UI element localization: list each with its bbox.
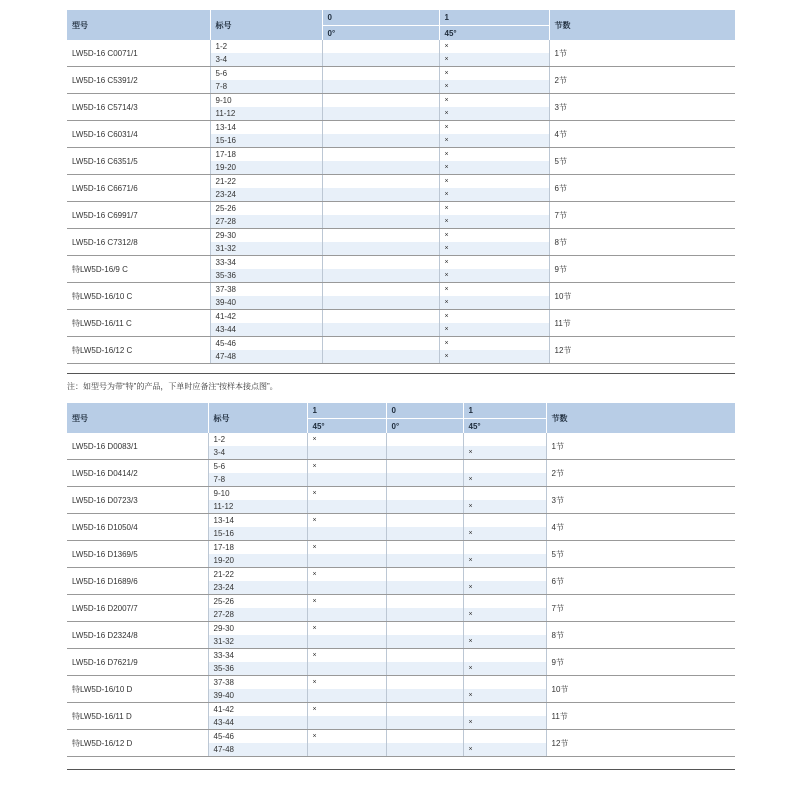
- model-cell: LW5D-16 D0723/3: [67, 487, 208, 514]
- sections-cell: 10节: [546, 676, 735, 703]
- model-cell: LW5D-16 D1369/5: [67, 541, 208, 568]
- table-row: [67, 40, 735, 53]
- contact-mark: [307, 635, 386, 649]
- terminal-cell: 3-4: [208, 446, 307, 460]
- terminal-cell: 43-44: [210, 323, 322, 337]
- terminal-cell: 25-26: [210, 202, 322, 216]
- contact-mark: ×: [439, 323, 549, 337]
- terminal-cell: 7-8: [210, 80, 322, 94]
- contact-mark: [386, 433, 463, 446]
- contact-mark: [463, 487, 546, 501]
- sections-cell: 10节: [549, 283, 735, 310]
- table-row: [67, 676, 735, 690]
- terminal-cell: 1-2: [210, 40, 322, 53]
- contact-mark: ×: [439, 229, 549, 243]
- contact-mark: ×: [307, 541, 386, 555]
- sections-cell: 3节: [549, 94, 735, 121]
- contact-mark: [386, 514, 463, 528]
- contact-mark: [463, 703, 546, 717]
- contact-mark: [463, 622, 546, 636]
- contact-mark: ×: [307, 730, 386, 744]
- terminal-cell: 25-26: [208, 595, 307, 609]
- contact-mark: ×: [463, 446, 546, 460]
- contact-mark: ×: [463, 743, 546, 757]
- terminal-cell: 9-10: [210, 94, 322, 108]
- table-row: [67, 148, 735, 162]
- terminal-cell: 27-28: [210, 215, 322, 229]
- contact-mark: [386, 554, 463, 568]
- contact-mark: [322, 323, 439, 337]
- contact-mark: [307, 446, 386, 460]
- divider: [67, 769, 735, 770]
- terminal-cell: 7-8: [208, 473, 307, 487]
- contact-mark: [307, 716, 386, 730]
- contact-mark: ×: [307, 676, 386, 690]
- contact-mark: [307, 527, 386, 541]
- table-row: [67, 175, 735, 189]
- terminal-cell: 23-24: [208, 581, 307, 595]
- contact-mark: ×: [439, 121, 549, 135]
- contact-mark: [322, 283, 439, 297]
- contact-mark: [386, 716, 463, 730]
- contact-mark: ×: [463, 608, 546, 622]
- header-sections: 节数: [549, 10, 735, 40]
- contact-mark: [322, 94, 439, 108]
- contact-mark: ×: [439, 337, 549, 351]
- model-cell: LW5D-16 D7621/9: [67, 649, 208, 676]
- contact-mark: ×: [463, 635, 546, 649]
- terminal-cell: 45-46: [208, 730, 307, 744]
- terminal-cell: 9-10: [208, 487, 307, 501]
- terminal-cell: 29-30: [208, 622, 307, 636]
- contact-mark: ×: [439, 215, 549, 229]
- contact-mark: ×: [463, 689, 546, 703]
- terminal-cell: 47-48: [208, 743, 307, 757]
- terminal-cell: 17-18: [210, 148, 322, 162]
- sections-cell: 12节: [546, 730, 735, 757]
- table-row: [67, 202, 735, 216]
- table-row: [67, 514, 735, 528]
- model-cell: LW5D-16 C6351/5: [67, 148, 210, 175]
- contact-mark: [386, 703, 463, 717]
- contact-mark: [463, 541, 546, 555]
- sections-cell: 5节: [546, 541, 735, 568]
- terminal-cell: 21-22: [210, 175, 322, 189]
- contact-mark: [322, 161, 439, 175]
- sections-cell: 4节: [549, 121, 735, 148]
- contact-mark: [386, 662, 463, 676]
- footnote: 注：如型号为带“特”的产品，下单时应备注“按样本接点图”。: [67, 382, 278, 391]
- contact-mark: [463, 595, 546, 609]
- terminal-cell: 41-42: [208, 703, 307, 717]
- model-cell: 特LW5D-16/11 C: [67, 310, 210, 337]
- contact-mark: [386, 581, 463, 595]
- contact-mark: [386, 622, 463, 636]
- contact-mark: ×: [463, 500, 546, 514]
- contact-mark: [386, 608, 463, 622]
- contact-mark: ×: [463, 473, 546, 487]
- contact-table-d: [67, 403, 735, 757]
- terminal-cell: 11-12: [210, 107, 322, 121]
- contact-mark: [386, 635, 463, 649]
- terminal-cell: 13-14: [208, 514, 307, 528]
- table-row: [67, 256, 735, 270]
- divider: [67, 373, 735, 374]
- model-cell: 特LW5D-16/10 C: [67, 283, 210, 310]
- sections-cell: 9节: [549, 256, 735, 283]
- sections-cell: 12节: [549, 337, 735, 364]
- terminal-cell: 23-24: [210, 188, 322, 202]
- contact-mark: [386, 730, 463, 744]
- table-row: [67, 703, 735, 717]
- table-row: [67, 67, 735, 81]
- terminal-cell: 45-46: [210, 337, 322, 351]
- model-cell: 特LW5D-16/11 D: [67, 703, 208, 730]
- terminal-cell: 37-38: [210, 283, 322, 297]
- contact-mark: [463, 514, 546, 528]
- sections-cell: 11节: [546, 703, 735, 730]
- contact-mark: [322, 121, 439, 135]
- table-row: [67, 649, 735, 663]
- model-cell: LW5D-16 D0083/1: [67, 433, 208, 460]
- model-cell: LW5D-16 D1050/4: [67, 514, 208, 541]
- sections-cell: 1节: [549, 40, 735, 67]
- sections-cell: 2节: [549, 67, 735, 94]
- contact-mark: ×: [307, 595, 386, 609]
- model-cell: LW5D-16 D1689/6: [67, 568, 208, 595]
- table-body: [67, 433, 735, 757]
- contact-mark: [322, 188, 439, 202]
- contact-mark: [307, 500, 386, 514]
- header-model: 型号: [67, 403, 208, 433]
- header-position: 0: [322, 10, 439, 25]
- contact-mark: ×: [307, 487, 386, 501]
- header-angle: 45°: [439, 25, 549, 40]
- contact-mark: ×: [463, 662, 546, 676]
- terminal-cell: 37-38: [208, 676, 307, 690]
- contact-mark: [463, 649, 546, 663]
- contact-mark: [322, 242, 439, 256]
- contact-mark: ×: [439, 202, 549, 216]
- contact-mark: [386, 527, 463, 541]
- contact-mark: [307, 581, 386, 595]
- contact-mark: ×: [463, 527, 546, 541]
- terminal-cell: 39-40: [208, 689, 307, 703]
- header-angle: 0°: [386, 418, 463, 433]
- contact-mark: ×: [439, 310, 549, 324]
- contact-mark: ×: [439, 80, 549, 94]
- contact-mark: [386, 487, 463, 501]
- contact-mark: ×: [307, 703, 386, 717]
- contact-mark: [463, 676, 546, 690]
- table-body: [67, 40, 735, 364]
- sections-cell: 8节: [546, 622, 735, 649]
- contact-mark: ×: [307, 622, 386, 636]
- contact-mark: ×: [439, 242, 549, 256]
- contact-mark: [386, 500, 463, 514]
- table-row: [67, 310, 735, 324]
- contact-mark: [386, 446, 463, 460]
- terminal-cell: 39-40: [210, 296, 322, 310]
- contact-mark: [322, 202, 439, 216]
- contact-mark: ×: [439, 175, 549, 189]
- contact-mark: [322, 80, 439, 94]
- model-cell: 特LW5D-16/12 C: [67, 337, 210, 364]
- terminal-cell: 31-32: [208, 635, 307, 649]
- contact-mark: [307, 743, 386, 757]
- contact-mark: [307, 689, 386, 703]
- contact-mark: [322, 269, 439, 283]
- header-angle: 0°: [322, 25, 439, 40]
- header-terminal: 标号: [208, 403, 307, 433]
- contact-mark: ×: [439, 296, 549, 310]
- table-row: [67, 730, 735, 744]
- terminal-cell: 33-34: [210, 256, 322, 270]
- contact-mark: ×: [439, 256, 549, 270]
- terminal-cell: 15-16: [208, 527, 307, 541]
- header-angle: 45°: [463, 418, 546, 433]
- contact-mark: [386, 473, 463, 487]
- contact-mark: ×: [307, 460, 386, 474]
- table-row: [67, 622, 735, 636]
- contact-mark: ×: [463, 554, 546, 568]
- contact-mark: [322, 337, 439, 351]
- model-cell: LW5D-16 C7312/8: [67, 229, 210, 256]
- contact-mark: [463, 433, 546, 446]
- header-position: 0: [386, 403, 463, 418]
- contact-mark: [322, 215, 439, 229]
- contact-mark: ×: [307, 514, 386, 528]
- header-position: 1: [307, 403, 386, 418]
- terminal-cell: 43-44: [208, 716, 307, 730]
- contact-mark: [322, 310, 439, 324]
- model-cell: LW5D-16 C6671/6: [67, 175, 210, 202]
- sections-cell: 6节: [549, 175, 735, 202]
- table-row: [67, 460, 735, 474]
- model-cell: LW5D-16 C0071/1: [67, 40, 210, 67]
- header-angle: 45°: [307, 418, 386, 433]
- terminal-cell: 21-22: [208, 568, 307, 582]
- contact-mark: [322, 134, 439, 148]
- contact-mark: [386, 595, 463, 609]
- contact-mark: [386, 743, 463, 757]
- sections-cell: 8节: [549, 229, 735, 256]
- contact-mark: [386, 541, 463, 555]
- terminal-cell: 47-48: [210, 350, 322, 364]
- contact-mark: [322, 229, 439, 243]
- contact-mark: [386, 676, 463, 690]
- contact-mark: [307, 473, 386, 487]
- sections-cell: 11节: [549, 310, 735, 337]
- contact-mark: ×: [439, 350, 549, 364]
- contact-mark: [322, 175, 439, 189]
- terminal-cell: 17-18: [208, 541, 307, 555]
- contact-mark: ×: [307, 433, 386, 446]
- table-row: [67, 433, 735, 446]
- model-cell: 特LW5D-16/9 C: [67, 256, 210, 283]
- contact-mark: [386, 460, 463, 474]
- table-row: [67, 283, 735, 297]
- model-cell: LW5D-16 C6991/7: [67, 202, 210, 229]
- table-row: [67, 541, 735, 555]
- table-row: [67, 568, 735, 582]
- table-row: [67, 487, 735, 501]
- contact-mark: ×: [439, 67, 549, 81]
- table-row: [67, 595, 735, 609]
- contact-mark: [307, 608, 386, 622]
- contact-mark: ×: [307, 649, 386, 663]
- sections-cell: 2节: [546, 460, 735, 487]
- contact-mark: [386, 568, 463, 582]
- table-row: [67, 94, 735, 108]
- contact-mark: ×: [439, 53, 549, 67]
- contact-mark: ×: [463, 581, 546, 595]
- sections-cell: 5节: [549, 148, 735, 175]
- header-model: 型号: [67, 10, 210, 40]
- sections-cell: 7节: [546, 595, 735, 622]
- table-row: [67, 121, 735, 135]
- header-position: 1: [463, 403, 546, 418]
- contact-mark: [322, 40, 439, 53]
- contact-mark: [386, 649, 463, 663]
- table-row: [67, 229, 735, 243]
- contact-mark: ×: [439, 107, 549, 121]
- contact-mark: [322, 350, 439, 364]
- terminal-cell: 31-32: [210, 242, 322, 256]
- contact-mark: ×: [439, 188, 549, 202]
- terminal-cell: 13-14: [210, 121, 322, 135]
- model-cell: LW5D-16 D2007/7: [67, 595, 208, 622]
- contact-mark: [307, 554, 386, 568]
- contact-mark: [322, 67, 439, 81]
- contact-mark: [322, 107, 439, 121]
- contact-mark: ×: [439, 161, 549, 175]
- model-cell: LW5D-16 D0414/2: [67, 460, 208, 487]
- terminal-cell: 35-36: [208, 662, 307, 676]
- contact-mark: [463, 568, 546, 582]
- terminal-cell: 41-42: [210, 310, 322, 324]
- sections-cell: 6节: [546, 568, 735, 595]
- contact-mark: ×: [439, 148, 549, 162]
- contact-mark: [322, 148, 439, 162]
- terminal-cell: 19-20: [210, 161, 322, 175]
- header-sections: 节数: [546, 403, 735, 433]
- contact-mark: ×: [439, 94, 549, 108]
- contact-mark: ×: [463, 716, 546, 730]
- sections-cell: 7节: [549, 202, 735, 229]
- sections-cell: 1节: [546, 433, 735, 460]
- header-position: 1: [439, 10, 549, 25]
- contact-mark: [307, 662, 386, 676]
- contact-mark: [322, 296, 439, 310]
- contact-mark: [322, 256, 439, 270]
- sections-cell: 3节: [546, 487, 735, 514]
- model-cell: LW5D-16 D2324/8: [67, 622, 208, 649]
- table-row: [67, 337, 735, 351]
- contact-mark: ×: [439, 40, 549, 53]
- contact-table-c: [67, 10, 735, 364]
- contact-mark: [386, 689, 463, 703]
- model-cell: LW5D-16 C5714/3: [67, 94, 210, 121]
- model-cell: LW5D-16 C5391/2: [67, 67, 210, 94]
- model-cell: 特LW5D-16/10 D: [67, 676, 208, 703]
- terminal-cell: 15-16: [210, 134, 322, 148]
- contact-mark: [463, 730, 546, 744]
- sections-cell: 9节: [546, 649, 735, 676]
- terminal-cell: 5-6: [208, 460, 307, 474]
- terminal-cell: 19-20: [208, 554, 307, 568]
- sections-cell: 4节: [546, 514, 735, 541]
- terminal-cell: 35-36: [210, 269, 322, 283]
- terminal-cell: 1-2: [208, 433, 307, 446]
- terminal-cell: 33-34: [208, 649, 307, 663]
- terminal-cell: 3-4: [210, 53, 322, 67]
- terminal-cell: 29-30: [210, 229, 322, 243]
- contact-mark: [322, 53, 439, 67]
- terminal-cell: 5-6: [210, 67, 322, 81]
- model-cell: 特LW5D-16/12 D: [67, 730, 208, 757]
- contact-mark: [463, 460, 546, 474]
- contact-mark: ×: [439, 134, 549, 148]
- terminal-cell: 27-28: [208, 608, 307, 622]
- model-cell: LW5D-16 C6031/4: [67, 121, 210, 148]
- header-terminal: 标号: [210, 10, 322, 40]
- contact-mark: ×: [439, 269, 549, 283]
- contact-mark: ×: [307, 568, 386, 582]
- contact-mark: ×: [439, 283, 549, 297]
- terminal-cell: 11-12: [208, 500, 307, 514]
